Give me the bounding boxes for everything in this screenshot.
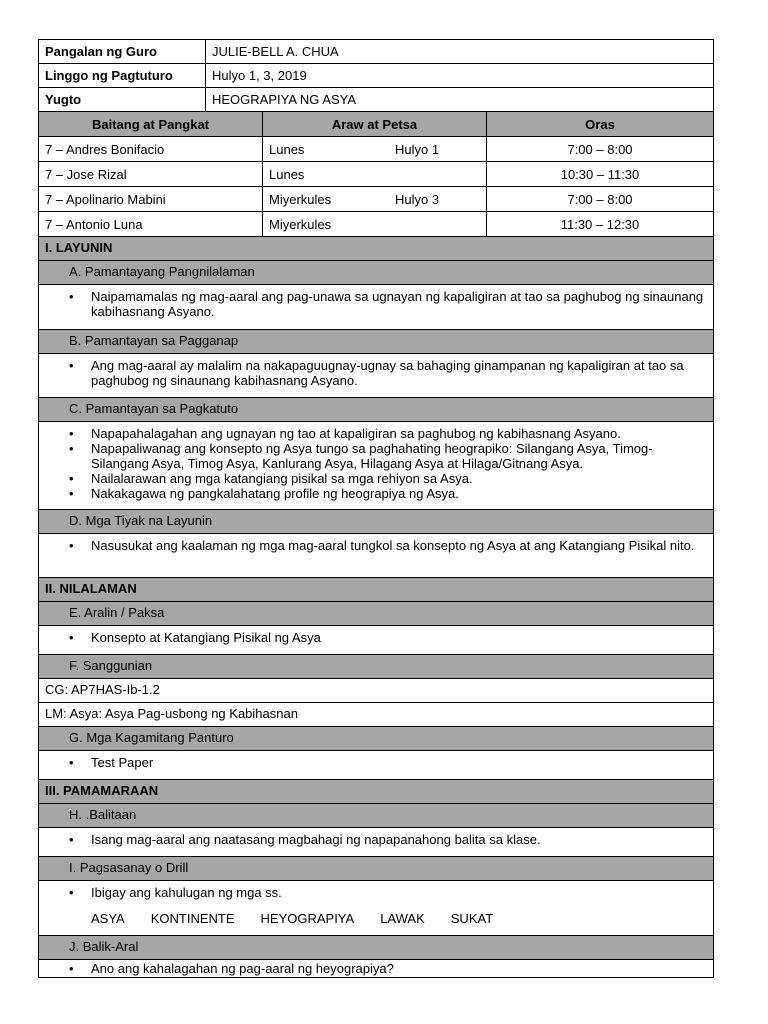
subsection-content-h bbox=[39, 828, 713, 857]
reference-lm: LM: Asya: Asya Pag-usbong ng Kabihasnan bbox=[39, 703, 713, 727]
subsection-title-j: J. Balik-Aral bbox=[39, 936, 713, 960]
schedule-day: Lunes bbox=[269, 167, 305, 182]
vocabulary-word: ASYA bbox=[91, 911, 125, 926]
teacher-row bbox=[39, 40, 713, 64]
subsection-title-i: I. Pagsasanay o Drill bbox=[39, 857, 713, 881]
list-item: • Napapaliwanag ang konsepto ng Asya tungo sa paghahating heograpiko: Silangang Asya, Timog-Silangang Asya, Timog Asya, Kanlurang Asya, Hilagang Asya at Hilaga/Gitnang Asya. bbox=[91, 441, 705, 471]
schedule-section: 7 – Jose Rizal bbox=[39, 162, 263, 186]
subsection-title-f: F. Sanggunian bbox=[39, 655, 713, 679]
list-item: • Ibigay ang kahulugan ng mga ss. bbox=[91, 885, 705, 900]
schedule-day-date bbox=[263, 162, 487, 186]
list-item: • Napapahalagahan ang ugnayan ng tao at kapaligiran sa paghubog ng kabihasnang Asyano. bbox=[91, 426, 705, 441]
week-row bbox=[39, 64, 713, 88]
section-title-nilalaman: II. NILALAMAN bbox=[39, 578, 713, 602]
schedule-day-date bbox=[263, 187, 487, 211]
list-item: • Isang mag-aaral ang naatasang magbahagi ng napapanahong balita sa klase. bbox=[91, 832, 705, 847]
vocabulary-words bbox=[39, 911, 705, 926]
subsection-title-b: B. Pamantayan sa Pagganap bbox=[39, 330, 713, 354]
subsection-content-c bbox=[39, 422, 713, 510]
column-header-section: Baitang at Pangkat bbox=[39, 112, 263, 136]
schedule-time: 11:30 – 12:30 bbox=[560, 217, 640, 232]
vocabulary-word: LAWAK bbox=[380, 911, 425, 926]
schedule-day: Lunes bbox=[269, 142, 305, 157]
schedule-date: Hulyo 3 bbox=[395, 192, 440, 207]
week-label: Linggo ng Pagtuturo bbox=[39, 64, 206, 87]
stage-row bbox=[39, 88, 713, 112]
subsection-content-i bbox=[39, 881, 713, 936]
section-title-pamamaraan: III. PAMAMARAAN bbox=[39, 780, 713, 804]
schedule-day-date bbox=[263, 212, 487, 236]
schedule-day: Miyerkules bbox=[269, 217, 332, 232]
schedule-time: 7:00 – 8:00 bbox=[567, 192, 633, 207]
list-item: • Ang mag-aaral ay malalim na nakapaguugnay-ugnay sa bahaging ginampanan ng kapaligiran at tao sa paghubog ng sinaunang kabihasnang Asyano. bbox=[91, 358, 705, 388]
schedule-time: 7:00 – 8:00 bbox=[567, 142, 633, 157]
schedule-row bbox=[39, 162, 713, 187]
schedule-row bbox=[39, 212, 713, 237]
subsection-content-b bbox=[39, 354, 713, 398]
subsection-title-h: H. .Balitaan bbox=[39, 804, 713, 828]
column-header-day-date: Araw at Petsa bbox=[263, 112, 487, 136]
list-item: • Nailalarawan ang mga katangiang pisikal sa mga rehiyon sa Asya. bbox=[91, 471, 705, 486]
reference-cg: CG: AP7HAS-Ib-1.2 bbox=[39, 679, 713, 703]
schedule-row bbox=[39, 187, 713, 212]
vocabulary-word: SUKAT bbox=[450, 911, 494, 926]
list-item: • Nakakagawa ng pangkalahatang profile ng heograpiya ng Asya. bbox=[91, 486, 705, 501]
schedule-section: 7 – Apolinario Mabini bbox=[39, 187, 263, 211]
list-item: • Test Paper bbox=[91, 755, 705, 770]
schedule-day: Miyerkules bbox=[269, 192, 332, 207]
subsection-title-d: D. Mga Tiyak na Layunin bbox=[39, 510, 713, 534]
schedule-header-row bbox=[39, 112, 713, 137]
list-item: • Ano ang kahalagahan ng pag-aaral ng heyograpiya? bbox=[91, 961, 705, 976]
schedule-day-date bbox=[263, 137, 487, 161]
subsection-content-e bbox=[39, 626, 713, 655]
subsection-title-e: E. Aralin / Paksa bbox=[39, 602, 713, 626]
subsection-title-g: G. Mga Kagamitang Panturo bbox=[39, 727, 713, 751]
list-item: • Naipamamalas ng mag-aaral ang pag-unawa sa ugnayan ng kapaligiran at tao sa paghubog ng sinaunang kabihasnang Asyano. bbox=[91, 289, 705, 319]
schedule-time: 10:30 – 11:30 bbox=[560, 167, 640, 182]
schedule-date: Hulyo 1 bbox=[395, 142, 440, 157]
teacher-value: JULIE-BELL A. CHUA bbox=[212, 44, 339, 59]
section-title-layunin: I. LAYUNIN bbox=[39, 237, 713, 261]
subsection-content-j bbox=[39, 960, 713, 978]
list-item: • Nasusukat ang kaalaman ng mga mag-aaral tungkol sa konsepto ng Asya at ang Katangiang Pisikal nito. bbox=[91, 538, 705, 553]
subsection-title-a: A. Pamantayang Pangnilalaman bbox=[39, 261, 713, 285]
subsection-content-g bbox=[39, 751, 713, 780]
subsection-content-a bbox=[39, 285, 713, 330]
list-item: • Konsepto at Katangiang Pisikal ng Asya bbox=[91, 630, 705, 645]
schedule-row bbox=[39, 137, 713, 162]
stage-value: HEOGRAPIYA NG ASYA bbox=[212, 92, 357, 107]
column-header-time: Oras bbox=[585, 117, 615, 132]
week-value: Hulyo 1, 3, 2019 bbox=[212, 68, 307, 83]
subsection-content-d bbox=[39, 534, 713, 578]
stage-label: Yugto bbox=[39, 88, 206, 111]
vocabulary-word: KONTINENTE bbox=[150, 911, 235, 926]
schedule-section: 7 – Andres Bonifacio bbox=[39, 137, 263, 161]
lesson-plan-document bbox=[38, 39, 714, 978]
subsection-title-c: C. Pamantayan sa Pagkatuto bbox=[39, 398, 713, 422]
teacher-label: Pangalan ng Guro bbox=[39, 40, 206, 63]
schedule-section: 7 – Antonio Luna bbox=[39, 212, 263, 236]
vocabulary-word: HEYOGRAPIYA bbox=[260, 911, 355, 926]
